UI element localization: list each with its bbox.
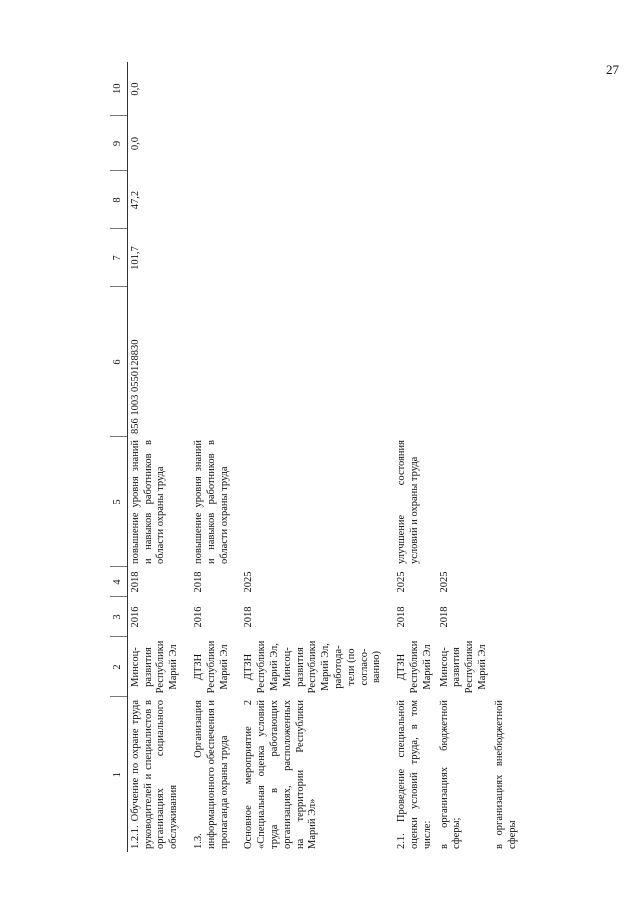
- measure-name: в организациях бюджетной сферы;: [438, 700, 463, 849]
- measure-name: в организациях внебюджетной сферы: [493, 700, 518, 849]
- start-year: 2018: [243, 606, 255, 628]
- budget-code: [233, 287, 386, 437]
- measure-name: Основное мероприятие 2 «Специальная оценка условий труда в работающих организациях, расположенных на территории Республики Марий Эл»: [243, 700, 319, 849]
- measure-name: 2.1. Проведение специальной оценки условий труда, в том числе:: [396, 700, 433, 849]
- column-header: 1: [110, 697, 127, 852]
- page-number: 27: [606, 62, 619, 77]
- column-header: 8: [110, 171, 127, 229]
- program-measures-table: [110, 62, 521, 852]
- measure-name: 1.3. Организация информационного обеспечения и пропаганда охраны труда: [192, 700, 230, 849]
- value-col8: [437, 171, 492, 229]
- executor: ДТЗН Республики Марий Эл: [192, 640, 230, 694]
- value-col8: [492, 171, 522, 229]
- executor: Минсоц-развития Республики Марий Эл: [438, 640, 488, 694]
- value-col8: [233, 171, 386, 229]
- value-col10: [233, 62, 386, 116]
- budget-code: [492, 287, 522, 437]
- column-header: 7: [110, 229, 127, 287]
- end-year: 2025: [396, 571, 408, 593]
- value-col8: 47,2: [129, 190, 141, 210]
- column-header: 5: [110, 437, 127, 567]
- value-col10: [492, 62, 522, 116]
- budget-code: [437, 287, 492, 437]
- executor: ДТЗН Республики Марий Эл: [396, 640, 433, 694]
- rotated-table-container: [110, 62, 610, 852]
- value-col7: [233, 229, 386, 287]
- expected-result: улучшение состояния условий и охраны труда: [396, 440, 420, 564]
- expected-result: [437, 437, 492, 567]
- value-col9: [233, 116, 386, 171]
- table-row: [437, 62, 492, 852]
- start-year: 2016: [129, 606, 141, 628]
- table-row: [492, 62, 522, 852]
- measure-name: 1.2.1. Обучение по охране труда руководителей и специалистов в организациях социального обслуживания: [129, 700, 180, 849]
- value-col7: [492, 229, 522, 287]
- expected-result: [492, 437, 522, 567]
- column-header: 9: [110, 116, 127, 171]
- column-header: 3: [110, 597, 127, 637]
- end-year: 2025: [438, 571, 450, 593]
- start-year: 2018: [396, 606, 408, 628]
- column-header: 10: [110, 62, 127, 116]
- expected-result: повышение уровня знаний и навыков работников в области охраны труда: [129, 440, 167, 564]
- value-col10: [386, 62, 436, 116]
- table-row: [183, 62, 233, 852]
- executor: [492, 637, 522, 697]
- value-col9: [183, 116, 233, 171]
- value-col9: [492, 116, 522, 171]
- start-year: [492, 597, 522, 637]
- table-row: [233, 62, 386, 852]
- expected-result: повышение уровня знаний и навыков работников в области охраны труда: [192, 440, 230, 564]
- end-year: 2018: [129, 571, 141, 593]
- column-header: 2: [110, 637, 127, 697]
- table-row: [386, 62, 436, 852]
- expected-result: [233, 437, 386, 567]
- value-col8: [183, 171, 233, 229]
- end-year: 2018: [192, 571, 204, 593]
- value-col10: [437, 62, 492, 116]
- executor: ДТЗН Республики Марий Эл, Минсоц-развития Республики Марий Эл, работода-тели (по согласо-ванию): [243, 640, 383, 694]
- column-number-row: [110, 62, 127, 852]
- value-col10: 0,0: [129, 82, 141, 96]
- budget-code: [386, 287, 436, 437]
- executor: Минсоц-развития Республики Марий Эл: [129, 640, 180, 694]
- value-col9: [386, 116, 436, 171]
- start-year: 2016: [192, 606, 204, 628]
- budget-code: [183, 287, 233, 437]
- column-header: 6: [110, 287, 127, 437]
- budget-code: 856 1003 0550128830: [129, 339, 141, 434]
- value-col7: [437, 229, 492, 287]
- value-col9: 0,0: [129, 136, 141, 151]
- end-year: [492, 567, 522, 597]
- table-row: [127, 62, 183, 852]
- value-col9: [437, 116, 492, 171]
- value-col7: [386, 229, 436, 287]
- value-col7: [183, 229, 233, 287]
- end-year: 2025: [243, 571, 255, 593]
- value-col8: [386, 171, 436, 229]
- value-col7: 101,7: [129, 246, 141, 270]
- column-header: 4: [110, 567, 127, 597]
- start-year: 2018: [438, 606, 450, 628]
- value-col10: [183, 62, 233, 116]
